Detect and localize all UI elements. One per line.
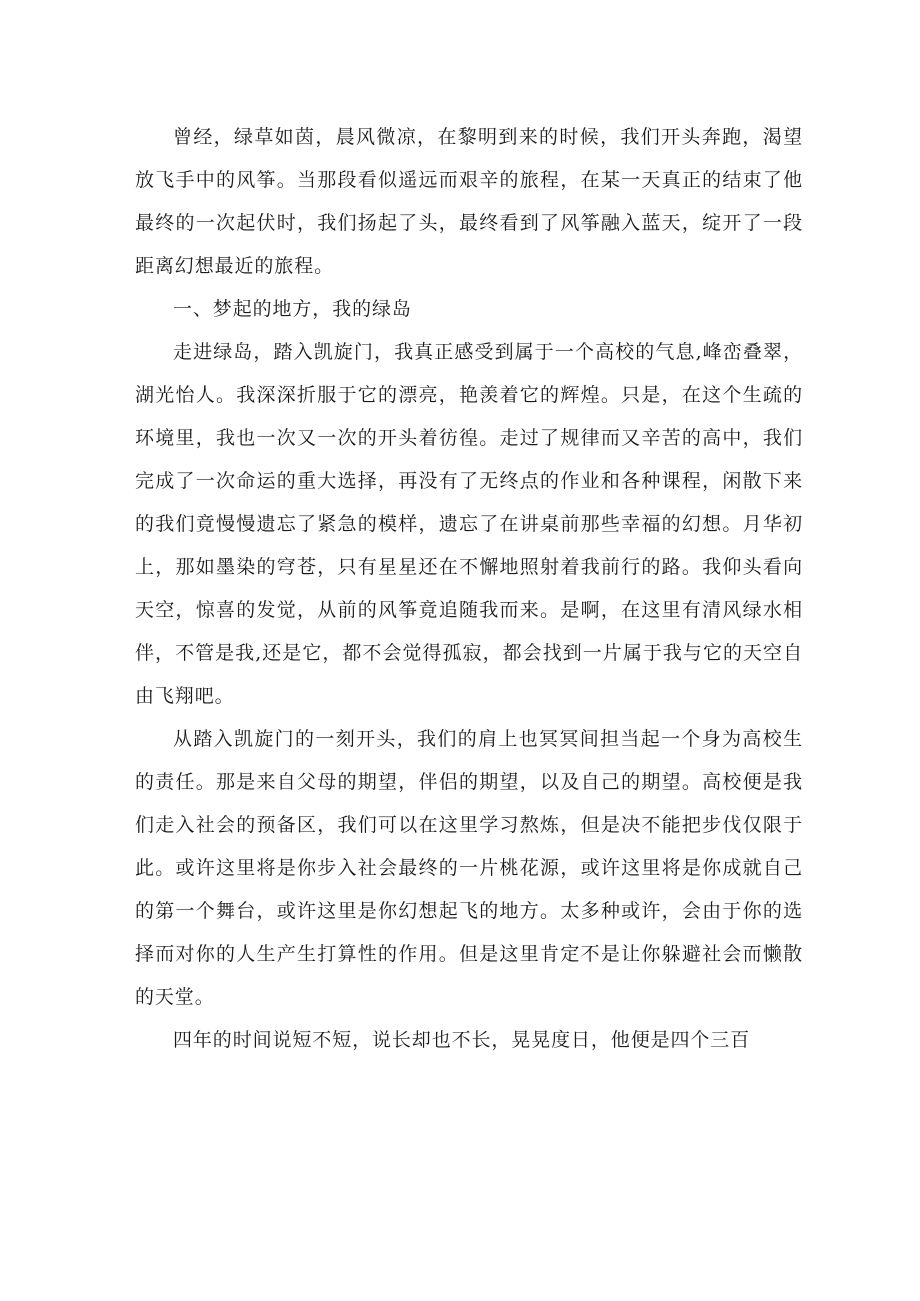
section-heading: 一、梦起的地方，我的绿岛	[173, 298, 412, 320]
paragraph-responsibility: 从踏入凯旋门的一刻开头，我们的肩上也冥冥间担当起一个身为高校生的责任。那是来自父母的期望，伴侣的期望，以及自己的期望。高校便是我们走入社会的预备区，我们可以在这里学习熬炼，但是决不能把步伐仅限于此。或许这里将是你步入社会最终的一片桃花源，或许这里将是你成就自己的第一个舞台，或许这里是你幻想起飞的地方。太多种或许，会由于你的选择而对你的人生产生打算性的作用。但是这里肯定不是让你躲避社会而懒散的天堂。	[135, 728, 803, 1008]
document-body	[135, 116, 803, 1062]
paragraph-intro: 曾经，绿草如茵，晨风微凉，在黎明到来的时候，我们开头奔跑，渴望放飞手中的风筝。当那段看似遥远而艰辛的旅程，在某一天真正的结束了他最终的一次起伏时，我们扬起了头，最终看到了风筝融入蓝天，绽开了一段距离幻想最近的旅程。	[135, 126, 803, 277]
paragraph-green-island: 走进绿岛，踏入凯旋门，我真正感受到属于一个高校的气息,峰峦叠翠，湖光怡人。我深深折服于它的漂亮，艳羡着它的辉煌。只是，在这个生疏的环境里，我也一次又一次的开头着彷徨。走过了规律而又辛苦的高中，我们完成了一次命运的重大选择，再没有了无终点的作业和各种课程，闲散下来的我们竟慢慢遗忘了紧急的模样，遗忘了在讲桌前那些幸福的幻想。月华初上，那如墨染的穹苍，只有星星还在不懈地照射着我前行的路。我仰头看向天空，惊喜的发觉，从前的风筝竟追随我而来。是啊，在这里有清风绿水相伴，不管是我,还是它，都不会觉得孤寂，都会找到一片属于我与它的天空自由飞翔吧。	[135, 341, 803, 707]
paragraph-four-years: 四年的时间说短不短，说长却也不长，晃晃度日，他便是四个三百	[173, 1029, 751, 1051]
